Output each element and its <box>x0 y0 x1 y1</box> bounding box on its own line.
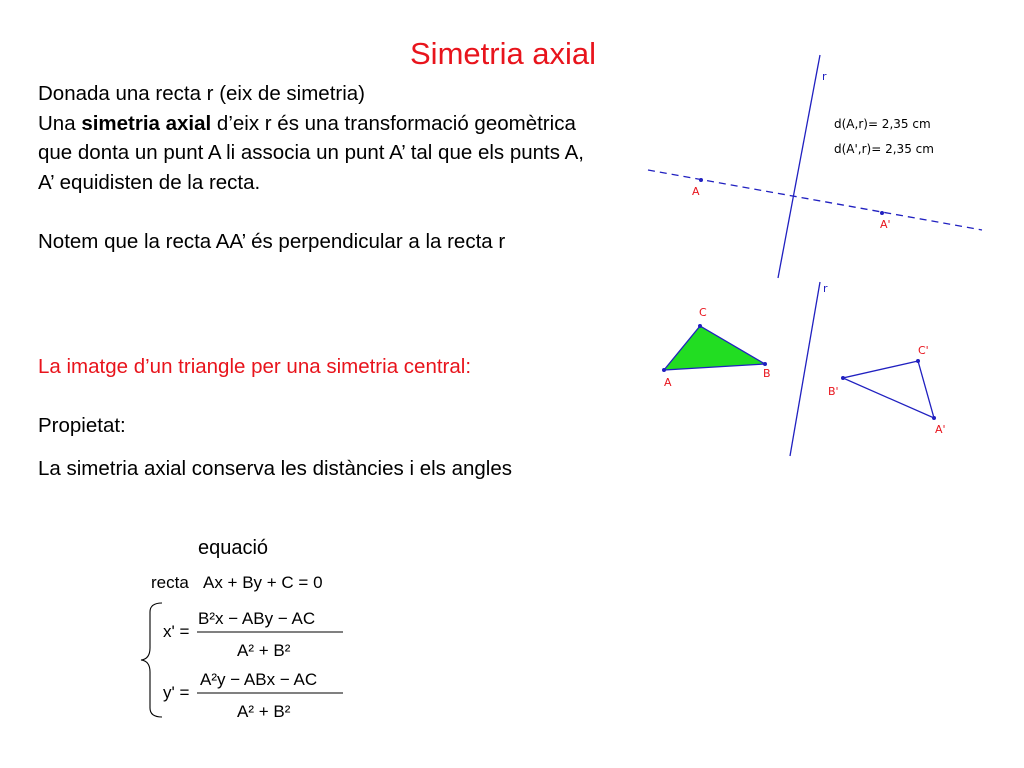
x-prime-denominator: A² + B² <box>237 641 291 660</box>
label-a-2: A <box>664 376 672 389</box>
figure-point-reflection <box>648 55 982 278</box>
line-equation: Ax + By + C = 0 <box>203 573 323 592</box>
label-c-prime: C' <box>918 344 929 357</box>
distance-a-prime: d(A',r)= 2,35 cm <box>834 142 934 156</box>
definition-term: simetria axial <box>81 111 212 135</box>
equation-block <box>141 537 343 721</box>
triangle-abc <box>664 326 765 370</box>
y-prime-lhs: y' = <box>163 683 190 702</box>
x-prime-lhs: x' = <box>163 622 190 641</box>
page-title: Simetria axial <box>410 36 597 71</box>
label-a-prime: A' <box>880 218 891 231</box>
intro-line: Donada una recta r (eix de simetria) <box>38 82 366 105</box>
figure-triangle-reflection <box>662 282 946 456</box>
perpendicular-dashed-line <box>648 170 982 230</box>
point-a-prime <box>880 211 884 215</box>
property-text: La simetria axial conserva les distàncies i els angles <box>38 457 513 480</box>
axis-line-r <box>778 55 820 278</box>
label-b: B <box>763 367 771 380</box>
distance-a: d(A,r)= 2,35 cm <box>834 117 931 131</box>
y-prime-numerator: A²y − ABx − AC <box>200 670 318 689</box>
x-prime-numerator: B²x − ABy − AC <box>198 609 316 628</box>
label-b-prime: B' <box>828 385 839 398</box>
definition-text: d’eix r és una transformació geomètrica que donta un punt A li associa un punt A’ tal que els punts A, A’ equidisten de la recta. <box>38 111 584 194</box>
perpendicular-note: Notem que la recta AA’ és perpendicular a la recta r <box>38 230 506 253</box>
triangle-caption: La imatge d’un triangle per una simetria central: <box>38 355 472 378</box>
system-brace <box>141 603 162 717</box>
triangle-abc-prime <box>843 361 934 418</box>
property-heading: Propietat: <box>38 414 126 437</box>
equation-heading: equació <box>198 537 269 559</box>
point-a <box>699 178 703 182</box>
axis-label-r: r <box>822 70 827 83</box>
definition-prefix: Una <box>38 111 82 135</box>
axis-label-r-2: r <box>823 282 828 295</box>
label-a: A <box>692 185 700 198</box>
line-equation-prefix: recta <box>151 573 189 592</box>
y-prime-denominator: A² + B² <box>237 702 291 721</box>
axis-line-r-2 <box>790 282 820 456</box>
label-a-prime-2: A' <box>935 423 946 436</box>
label-c: C <box>699 306 707 319</box>
